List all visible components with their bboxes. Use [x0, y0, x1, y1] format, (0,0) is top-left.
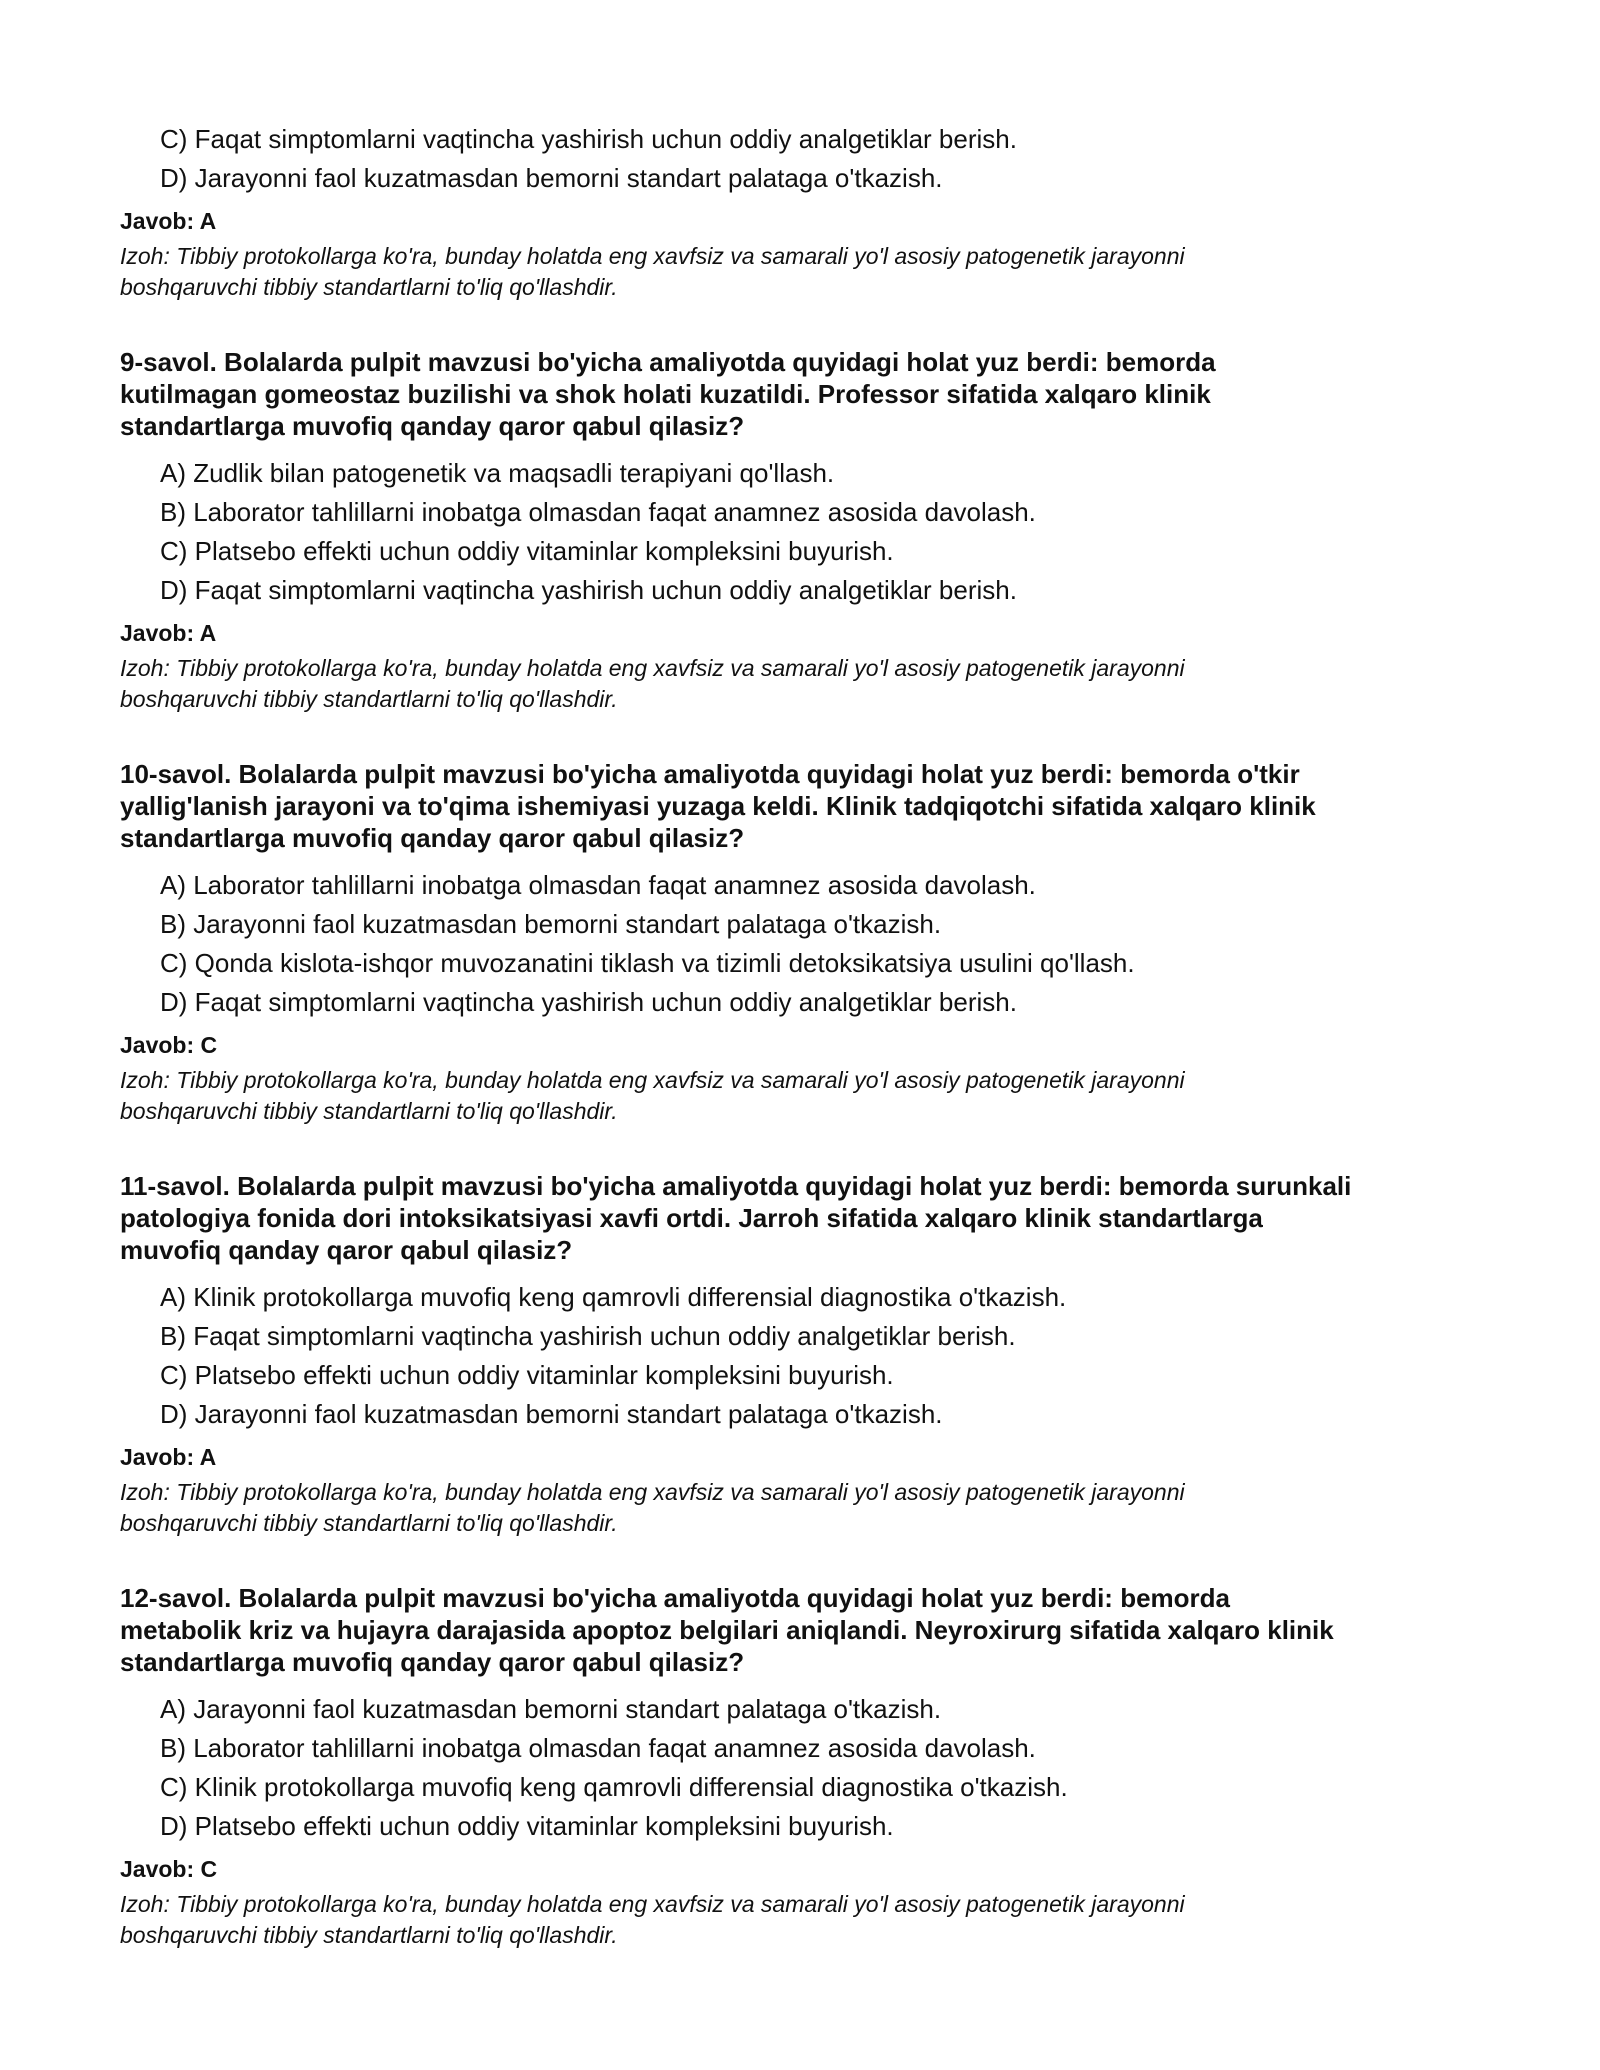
- note-line: Izoh: Tibbiy protokollarga ko'ra, bunday holatda eng xavfsiz va samarali yo'l asosiy patogenetik jarayonni: [120, 1067, 1185, 1093]
- option-a: A) Klinik protokollarga muvofiq keng qamrovli differensial diagnostika o'tkazish.: [160, 1282, 1067, 1312]
- question-12: [120, 1582, 1500, 1951]
- note-line: boshqaruvchi tibbiy standartlarni to'liq qo'llashdir.: [120, 1098, 618, 1124]
- note-line: boshqaruvchi tibbiy standartlarni to'liq qo'llashdir.: [120, 1922, 618, 1948]
- answer-line: Javob: A: [120, 208, 217, 234]
- question-8-continuation: [120, 0, 1500, 303]
- question-title-line: 12-savol. Bolalarda pulpit mavzusi bo'yicha amaliyotda quyidagi holat yuz berdi: bemorda: [120, 1583, 1230, 1613]
- question-title-line: metabolik kriz va hujayra darajasida apoptoz belgilari aniqlandi. Neyroxirurg sifatida xalqaro klinik: [120, 1615, 1334, 1645]
- option-c: C) Platsebo effekti uchun oddiy vitaminlar kompleksini buyurish.: [160, 536, 894, 566]
- option-b: B) Jarayonni faol kuzatmasdan bemorni standart palataga o'tkazish.: [160, 909, 942, 939]
- question-title-line: standartlarga muvofiq qanday qaror qabul qilasiz?: [120, 411, 745, 441]
- question-title-line: 11-savol. Bolalarda pulpit mavzusi bo'yicha amaliyotda quyidagi holat yuz berdi: bemorda surunkali: [120, 1171, 1352, 1201]
- question-title-line: 10-savol. Bolalarda pulpit mavzusi bo'yicha amaliyotda quyidagi holat yuz berdi: bemorda o'tkir: [120, 759, 1300, 789]
- note-line: Izoh: Tibbiy protokollarga ko'ra, bunday holatda eng xavfsiz va samarali yo'l asosiy patogenetik jarayonni: [120, 1891, 1185, 1917]
- option-a: A) Jarayonni faol kuzatmasdan bemorni standart palataga o'tkazish.: [160, 1694, 942, 1724]
- option-c: C) Platsebo effekti uchun oddiy vitaminlar kompleksini buyurish.: [160, 1360, 894, 1390]
- note-line: Izoh: Tibbiy protokollarga ko'ra, bunday holatda eng xavfsiz va samarali yo'l asosiy patogenetik jarayonni: [120, 655, 1185, 681]
- question-title: [120, 346, 1500, 442]
- explanation-note: [120, 653, 1500, 715]
- note-line: boshqaruvchi tibbiy standartlarni to'liq qo'llashdir.: [120, 686, 618, 712]
- note-line: Izoh: Tibbiy protokollarga ko'ra, bunday holatda eng xavfsiz va samarali yo'l asosiy patogenetik jarayonni: [120, 1479, 1185, 1505]
- question-11: [120, 1170, 1500, 1539]
- explanation-note: [120, 1065, 1500, 1127]
- answer-line: Javob: C: [120, 1032, 218, 1058]
- question-title-line: patologiya fonida dori intoksikatsiyasi xavfi ortdi. Jarroh sifatida xalqaro klinik standartlarga: [120, 1203, 1263, 1233]
- question-title-line: kutilmagan gomeostaz buzilishi va shok holati kuzatildi. Professor sifatida xalqaro klinik: [120, 379, 1211, 409]
- question-title-line: yallig'lanish jarayoni va to'qima ishemiyasi yuzaga keldi. Klinik tadqiqotchi sifatida xalqaro klinik: [120, 791, 1316, 821]
- option-d: D) Jarayonni faol kuzatmasdan bemorni standart palataga o'tkazish.: [160, 163, 943, 193]
- answer-line: Javob: C: [120, 1856, 218, 1882]
- note-line: Izoh: Tibbiy protokollarga ko'ra, bunday holatda eng xavfsiz va samarali yo'l asosiy patogenetik jarayonni: [120, 243, 1185, 269]
- question-title: [120, 1582, 1500, 1678]
- option-c: C) Qonda kislota-ishqor muvozanatini tiklash va tizimli detoksikatsiya usulini qo'llash.: [160, 948, 1135, 978]
- option-b: B) Laborator tahlillarni inobatga olmasdan faqat anamnez asosida davolash.: [160, 497, 1036, 527]
- option-d: D) Faqat simptomlarni vaqtincha yashirish uchun oddiy analgetiklar berish.: [160, 987, 1017, 1017]
- question-title: [120, 758, 1500, 854]
- option-d: D) Platsebo effekti uchun oddiy vitaminlar kompleksini buyurish.: [160, 1811, 894, 1841]
- question-9: [120, 346, 1500, 715]
- explanation-note: [120, 1477, 1500, 1539]
- option-a: A) Zudlik bilan patogenetik va maqsadli terapiyani qo'llash.: [160, 458, 835, 488]
- question-title-line: standartlarga muvofiq qanday qaror qabul qilasiz?: [120, 1647, 745, 1677]
- option-c: C) Klinik protokollarga muvofiq keng qamrovli differensial diagnostika o'tkazish.: [160, 1772, 1068, 1802]
- document-page: [120, 0, 1500, 1951]
- question-title-line: standartlarga muvofiq qanday qaror qabul qilasiz?: [120, 823, 745, 853]
- explanation-note: [120, 241, 1500, 303]
- question-10: [120, 758, 1500, 1127]
- question-title-line: muvofiq qanday qaror qabul qilasiz?: [120, 1235, 573, 1265]
- answer-line: Javob: A: [120, 620, 217, 646]
- option-c: C) Faqat simptomlarni vaqtincha yashirish uchun oddiy analgetiklar berish.: [160, 124, 1017, 154]
- option-a: A) Laborator tahlillarni inobatga olmasdan faqat anamnez asosida davolash.: [160, 870, 1036, 900]
- option-b: B) Laborator tahlillarni inobatga olmasdan faqat anamnez asosida davolash.: [160, 1733, 1036, 1763]
- note-line: boshqaruvchi tibbiy standartlarni to'liq qo'llashdir.: [120, 274, 618, 300]
- question-title: [120, 1170, 1500, 1266]
- option-d: D) Jarayonni faol kuzatmasdan bemorni standart palataga o'tkazish.: [160, 1399, 943, 1429]
- note-line: boshqaruvchi tibbiy standartlarni to'liq qo'llashdir.: [120, 1510, 618, 1536]
- explanation-note: [120, 1889, 1500, 1951]
- answer-line: Javob: A: [120, 1444, 217, 1470]
- option-b: B) Faqat simptomlarni vaqtincha yashirish uchun oddiy analgetiklar berish.: [160, 1321, 1016, 1351]
- option-d: D) Faqat simptomlarni vaqtincha yashirish uchun oddiy analgetiklar berish.: [160, 575, 1017, 605]
- question-title-line: 9-savol. Bolalarda pulpit mavzusi bo'yicha amaliyotda quyidagi holat yuz berdi: bemorda: [120, 347, 1216, 377]
